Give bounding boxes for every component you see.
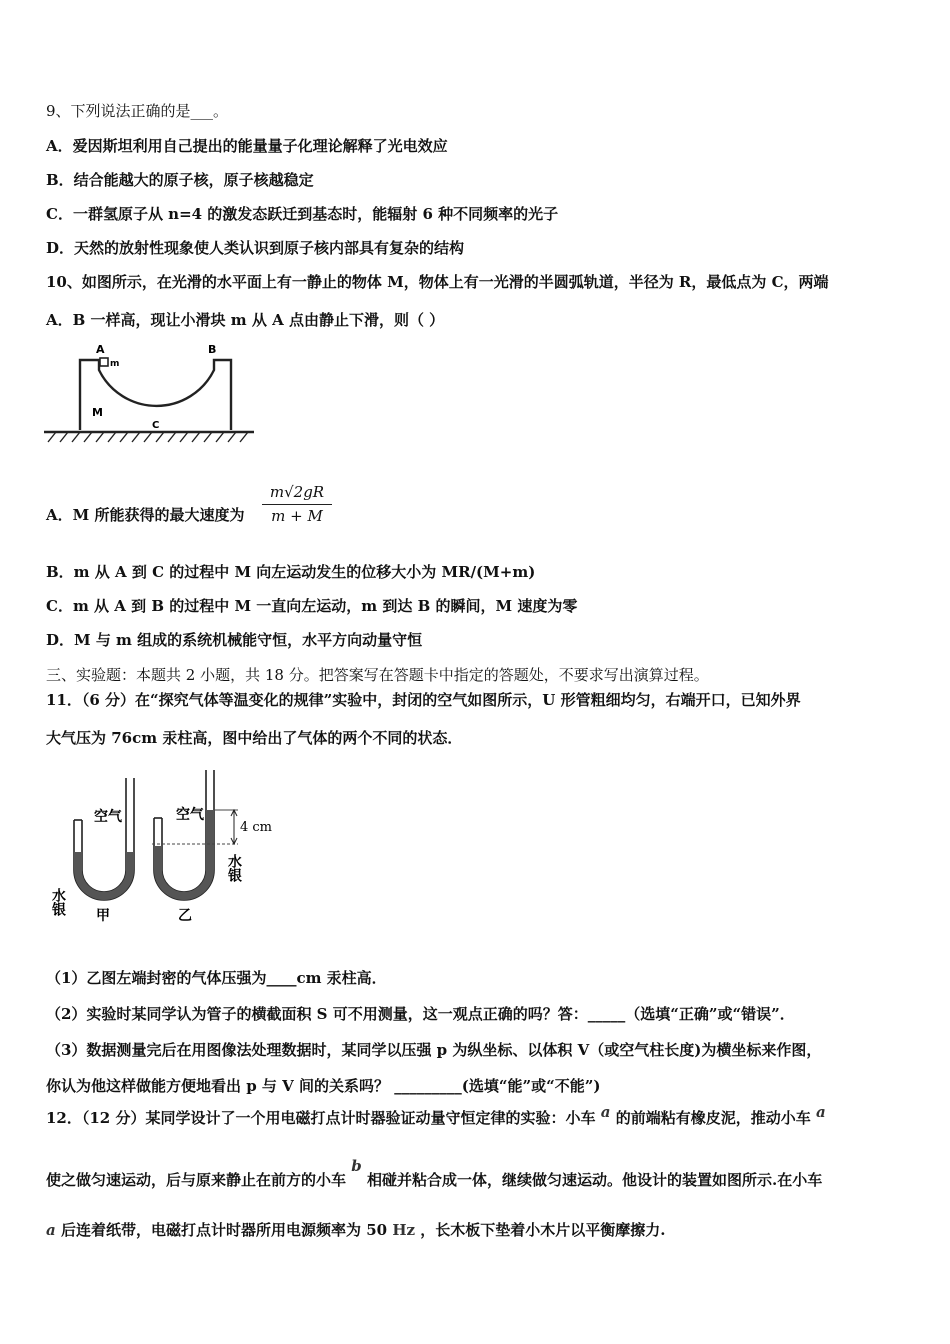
fraction-denominator: m + M (271, 507, 323, 525)
q12-line1-part1: 12．（12 分）某同学设计了一个用电磁打点计时器验证动量守恒定律的实验：小车 (46, 1109, 596, 1127)
q11-part3-line2: 你认为他这样做能方便地看出 p 与 V 间的关系吗？ _________(选填“能”或“不能”) (46, 1077, 601, 1095)
slider-m-block (100, 358, 108, 366)
q12-line2-part2: 相碰并粘合成一体，继续做匀速运动。他设计的装置如图所示.在小车 (366, 1171, 823, 1189)
q9-option-b: B．结合能越大的原子核，原子核越稳定 (46, 171, 314, 189)
dimension-label: 4 cm (240, 820, 273, 835)
label-mercury-jia: 水银 (50, 888, 66, 916)
label-air-jia: 空气 (94, 809, 122, 825)
var-b: b (351, 1157, 362, 1175)
q10-semicircle-track-figure (44, 340, 256, 452)
var-a-1: a (600, 1103, 611, 1121)
q12-line3 (46, 1220, 665, 1240)
q11-stem-line2: 大气压为 76cm 汞柱高，图中给出了气体的两个不同的状态． (46, 729, 463, 747)
label-mercury-yi: 水银 (226, 854, 242, 882)
q12-line3-part2: ，长木板下垫着小木片以平衡摩擦力. (420, 1221, 666, 1239)
q10-option-a-fraction (262, 483, 332, 525)
q12-line3-part1: 后连着纸带，电磁打点计时器所用电源频率为 50 (60, 1221, 388, 1239)
q9-stem: 9、下列说法正确的是___。 (46, 102, 229, 120)
section-three-heading: 三、实验题：本题共 2 小题，共 18 分。把答案写在答题卡中指定的答题处，不要求写出演算过程。 (46, 666, 709, 684)
var-a-2: a (815, 1103, 826, 1121)
unit-hz: Hz (392, 1221, 416, 1239)
label-yi: 乙 (178, 908, 192, 924)
q12-line1-part2: 的前端粘有橡皮泥，推动小车 (615, 1109, 811, 1127)
fraction-numerator: m√2gR (269, 483, 325, 501)
label-jia: 甲 (96, 908, 110, 924)
label-c: C (152, 420, 160, 431)
label-m: m (110, 359, 120, 369)
q12-line2-part1: 使之做匀速运动，后与原来静止在前方的小车 (46, 1171, 347, 1189)
q10-stem-line2: A．B 一样高，现让小滑块 m 从 A 点由静止下滑，则（ ） (46, 311, 445, 329)
q12-line1 (46, 1103, 826, 1128)
q9-option-d: D．天然的放射性现象使人类认识到原子核内部具有复杂的结构 (46, 239, 465, 257)
var-a-3: a (46, 1221, 56, 1239)
q9-option-a: A．爱因斯坦利用自己提出的能量量子化理论解释了光电效应 (46, 137, 448, 155)
q10-option-b: B．m 从 A 到 C 的过程中 M 向左运动发生的位移大小为 MR/(M+m) (46, 563, 536, 581)
q9-option-c: C．一群氢原子从 n=4 的激发态跃迁到基态时，能辐射 6 种不同频率的光子 (46, 205, 559, 223)
fraction-bar (262, 504, 332, 505)
label-big-m: M (92, 406, 103, 419)
q11-part3-line1: （3）数据测量完后在用图像法处理数据时，某同学以压强 p 为纵坐标、以体积 V（或空气柱长度)为横坐标来作图， (46, 1041, 822, 1059)
q10-option-a-text: A．M 所能获得的最大速度为 (46, 506, 245, 524)
q11-u-tube-figure (50, 770, 286, 930)
mercury-yi (154, 810, 214, 900)
q11-part1: （1）乙图左端封密的气体压强为____cm 汞柱高． (46, 969, 387, 987)
q10-stem-line1: 10、如图所示，在光滑的水平面上有一静止的物体 M，物体上有一光滑的半圆弧轨道，半径为 R，最低点为 C，两端 (46, 273, 829, 291)
q10-option-d: D．M 与 m 组成的系统机械能守恒，水平方向动量守恒 (46, 631, 423, 649)
ground-hatching (48, 432, 248, 442)
label-a: A (96, 343, 105, 356)
q12-line2 (46, 1157, 823, 1190)
q11-stem-line1: 11．（6 分）在“探究气体等温变化的规律”实验中，封闭的空气如图所示，U 形管粗细均匀，右端开口，已知外界 (46, 691, 801, 709)
label-air-yi: 空气 (176, 807, 204, 823)
q10-option-c: C．m 从 A 到 B 的过程中 M 一直向左运动，m 到达 B 的瞬间，M 速度为零 (46, 597, 578, 615)
q11-part2: （2）实验时某同学认为管子的横截面积 S 可不用测量，这一观点正确的吗？答：_____（选填“正确”或“错误”． (46, 1005, 795, 1023)
label-b: B (208, 343, 217, 356)
